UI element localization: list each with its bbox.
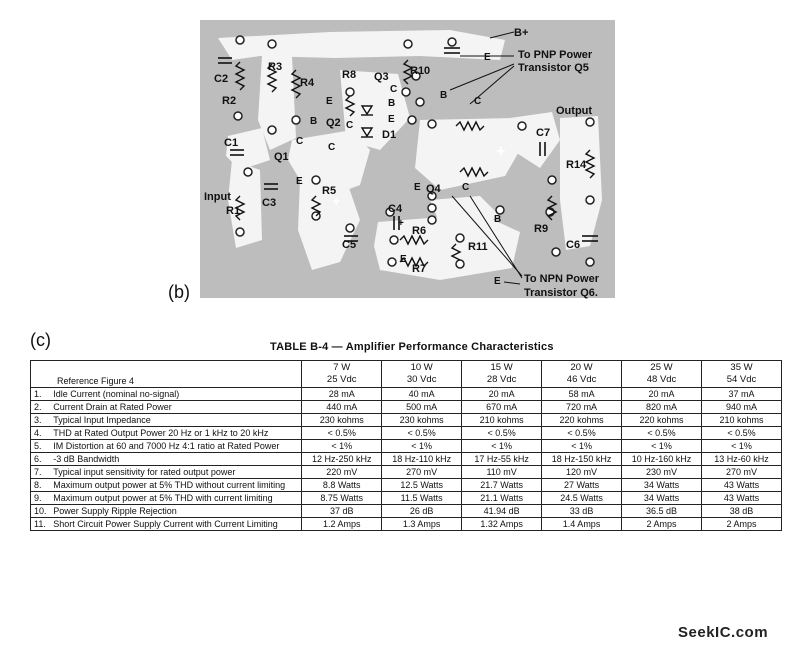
table-cell: 58 mA: [542, 388, 622, 401]
panel-label-b: (b): [168, 282, 190, 302]
svg-text:E: E: [296, 176, 303, 187]
table-cell: < 0.5%: [462, 427, 542, 440]
svg-text:C: C: [296, 136, 304, 147]
table-cell: 27 Watts: [542, 479, 622, 492]
label-r3: R3: [268, 61, 283, 73]
column-header: [542, 361, 622, 388]
row-description: Power Supply Ripple Rejection: [50, 505, 302, 518]
table-cell: 230 kohms: [302, 414, 382, 427]
table-row: [31, 401, 782, 414]
table-row: [31, 505, 782, 518]
table-cell: 10 Hz-160 kHz: [622, 453, 702, 466]
label-c2: C2: [214, 73, 229, 85]
table-cell: 1.4 Amps: [542, 518, 622, 531]
table-cell: 21.1 Watts: [462, 492, 542, 505]
table-cell: < 0.5%: [702, 427, 782, 440]
label-r14: R14: [566, 159, 587, 171]
svg-text:C: C: [462, 182, 470, 193]
table-cell: < 0.5%: [302, 427, 382, 440]
table-cell: 220 kohms: [622, 414, 702, 427]
row-description: -3 dB Bandwidth: [50, 453, 302, 466]
npn-label-line1: To NPN Power: [524, 273, 599, 285]
label-q2: Q2: [326, 117, 341, 129]
column-header: [622, 361, 702, 388]
watermark: SeekIC.com: [678, 624, 769, 641]
column-volts: 30 Vdc: [406, 374, 437, 385]
table-row: [31, 427, 782, 440]
table-cell: 34 Watts: [622, 479, 702, 492]
pcb-layout-diagram: [0, 0, 800, 310]
table-cell: 28 mA: [302, 388, 382, 401]
table-cell: 43 Watts: [702, 492, 782, 505]
column-volts: 46 Vdc: [566, 374, 597, 385]
table-cell: 270 mV: [702, 466, 782, 479]
svg-text:E: E: [326, 96, 333, 107]
table-cell: 17 Hz-55 kHz: [462, 453, 542, 466]
table-cell: 210 kohms: [462, 414, 542, 427]
table-cell: < 1%: [302, 440, 382, 453]
table-cell: 21.7 Watts: [462, 479, 542, 492]
table-cell: 41.94 dB: [462, 505, 542, 518]
svg-text:E: E: [388, 114, 395, 125]
row-description: THD at Rated Output Power 20 Hz or 1 kHz to 20 kHz: [50, 427, 302, 440]
table-cell: 1.2 Amps: [302, 518, 382, 531]
table-cell: 20 mA: [622, 388, 702, 401]
label-q4: Q4: [426, 183, 441, 195]
table-row: [31, 466, 782, 479]
svg-text:E: E: [400, 254, 407, 265]
table-cell: 670 mA: [462, 401, 542, 414]
table-cell: 230 kohms: [382, 414, 462, 427]
column-header: [382, 361, 462, 388]
svg-text:C: C: [328, 142, 336, 153]
label-c6: C6: [566, 239, 581, 251]
svg-text:B: B: [388, 98, 396, 109]
table-cell: 8.8 Watts: [302, 479, 382, 492]
svg-text:B: B: [310, 116, 318, 127]
table-cell: 1.32 Amps: [462, 518, 542, 531]
label-c4: C4: [388, 203, 403, 215]
label-d1: D1: [382, 129, 397, 141]
row-description: IM Distortion at 60 and 7000 Hz 4:1 ratio at Rated Power: [50, 440, 302, 453]
b-plus-label: B+: [514, 27, 529, 39]
row-description: Short Circuit Power Supply Current with Current Limiting: [50, 518, 302, 531]
table-cell: 18 Hz-150 kHz: [542, 453, 622, 466]
column-volts: 48 Vdc: [646, 374, 677, 385]
table-cell: < 0.5%: [622, 427, 702, 440]
table-cell: < 0.5%: [542, 427, 622, 440]
table-cell: 2 Amps: [622, 518, 702, 531]
table-row: [31, 388, 782, 401]
table-cell: 12 Hz-250 kHz: [302, 453, 382, 466]
performance-table: [30, 360, 782, 531]
svg-text:E: E: [494, 276, 501, 287]
table-cell: < 1%: [702, 440, 782, 453]
table-cell: 40 mA: [382, 388, 462, 401]
table-cell: 230 mV: [622, 466, 702, 479]
column-volts: 25 Vdc: [326, 374, 357, 385]
label-r9: R9: [534, 223, 549, 235]
label-r1: R1: [226, 205, 241, 217]
table-cell: 43 Watts: [702, 479, 782, 492]
table-row: [31, 440, 782, 453]
output-label: Output: [556, 105, 593, 117]
table-row: [31, 492, 782, 505]
row-number: 5.: [31, 440, 51, 453]
column-watts: 10 W: [410, 362, 433, 373]
table-cell: 8.75 Watts: [302, 492, 382, 505]
table-row: [31, 414, 782, 427]
label-r2: R2: [222, 95, 237, 107]
reference-cell: Reference Figure 4: [31, 361, 302, 388]
column-volts: 28 Vdc: [486, 374, 517, 385]
table-cell: 18 Hz-110 kHz: [382, 453, 462, 466]
column-watts: 7 W: [333, 362, 351, 373]
pnp-label-line2: Transistor Q5: [518, 62, 589, 74]
label-c1: C1: [224, 137, 239, 149]
label-r5: R5: [322, 185, 337, 197]
row-description: Idle Current (nominal no-signal): [50, 388, 302, 401]
table-cell: 37 mA: [702, 388, 782, 401]
table-cell: 120 mV: [542, 466, 622, 479]
column-volts: 54 Vdc: [726, 374, 757, 385]
label-r7: R7: [412, 263, 427, 275]
svg-text:C: C: [346, 120, 354, 131]
npn-label-line2: Transistor Q6.: [524, 287, 598, 299]
label-c3: C3: [262, 197, 277, 209]
table-cell: 12.5 Watts: [382, 479, 462, 492]
row-number: 11.: [31, 518, 51, 531]
table-cell: 13 Hz-60 kHz: [702, 453, 782, 466]
row-number: 8.: [31, 479, 51, 492]
table-cell: 940 mA: [702, 401, 782, 414]
table-cell: 720 mA: [542, 401, 622, 414]
label-r10: R10: [410, 65, 431, 77]
row-description: Typical input sensitivity for rated output power: [50, 466, 302, 479]
label-c5: C5: [342, 239, 357, 251]
row-description: Maximum output power at 5% THD without current limiting: [50, 479, 302, 492]
table-cell: 36.5 dB: [622, 505, 702, 518]
pnp-label-line1: To PNP Power: [518, 49, 593, 61]
column-header: [462, 361, 542, 388]
table-cell: 220 mV: [302, 466, 382, 479]
table-cell: 110 mV: [462, 466, 542, 479]
table-cell: 20 mA: [462, 388, 542, 401]
table-cell: < 1%: [462, 440, 542, 453]
table-cell: 34 Watts: [622, 492, 702, 505]
row-description: Current Drain at Rated Power: [50, 401, 302, 414]
label-q3: Q3: [374, 71, 389, 83]
svg-text:+: +: [332, 193, 341, 209]
label-r8: R8: [342, 69, 357, 81]
label-r11: R11: [468, 241, 488, 253]
table-cell: 270 mV: [382, 466, 462, 479]
row-number: 2.: [31, 401, 51, 414]
table-header-row: [31, 361, 782, 388]
row-number: 3.: [31, 414, 51, 427]
row-number: 4.: [31, 427, 51, 440]
svg-text:+: +: [496, 143, 506, 160]
table-body: [31, 388, 782, 531]
svg-text:E: E: [414, 182, 421, 193]
svg-text:B: B: [494, 214, 502, 225]
svg-text:C: C: [474, 96, 482, 107]
table-row: [31, 479, 782, 492]
column-watts: 25 W: [650, 362, 673, 373]
column-watts: 20 W: [570, 362, 593, 373]
table-cell: 24.5 Watts: [542, 492, 622, 505]
row-number: 6.: [31, 453, 51, 466]
svg-text:E: E: [484, 52, 491, 63]
table-cell: < 1%: [382, 440, 462, 453]
column-header: [702, 361, 782, 388]
table-row: [31, 518, 782, 531]
table-cell: 500 mA: [382, 401, 462, 414]
svg-text:+: +: [398, 218, 404, 229]
table-title: TABLE B-4 — Amplifier Performance Characteristics: [270, 341, 554, 353]
table-cell: < 1%: [542, 440, 622, 453]
table-cell: 11.5 Watts: [382, 492, 462, 505]
input-label: Input: [204, 191, 231, 203]
table-cell: 1.3 Amps: [382, 518, 462, 531]
label-r4: R4: [300, 77, 315, 89]
table-cell: 38 dB: [702, 505, 782, 518]
table-cell: < 1%: [622, 440, 702, 453]
row-description: Typical Input Impedance: [50, 414, 302, 427]
column-watts: 35 W: [730, 362, 753, 373]
table-cell: 33 dB: [542, 505, 622, 518]
row-number: 10.: [31, 505, 51, 518]
column-watts: 15 W: [490, 362, 513, 373]
label-r6: R6: [412, 225, 427, 237]
row-number: 7.: [31, 466, 51, 479]
table-cell: 26 dB: [382, 505, 462, 518]
svg-text:C: C: [390, 84, 398, 95]
label-c7: C7: [536, 127, 551, 139]
table-cell: 820 mA: [622, 401, 702, 414]
table-cell: 2 Amps: [702, 518, 782, 531]
row-number: 1.: [31, 388, 51, 401]
table-cell: < 0.5%: [382, 427, 462, 440]
table-cell: 37 dB: [302, 505, 382, 518]
table-row: [31, 453, 782, 466]
column-header: [302, 361, 382, 388]
row-number: 9.: [31, 492, 51, 505]
table-cell: 440 mA: [302, 401, 382, 414]
svg-text:B: B: [440, 90, 448, 101]
panel-label-c: (c): [30, 330, 51, 350]
row-description: Maximum output power at 5% THD with current limiting: [50, 492, 302, 505]
label-q1: Q1: [274, 151, 289, 163]
table-cell: 220 kohms: [542, 414, 622, 427]
table-cell: 210 kohms: [702, 414, 782, 427]
